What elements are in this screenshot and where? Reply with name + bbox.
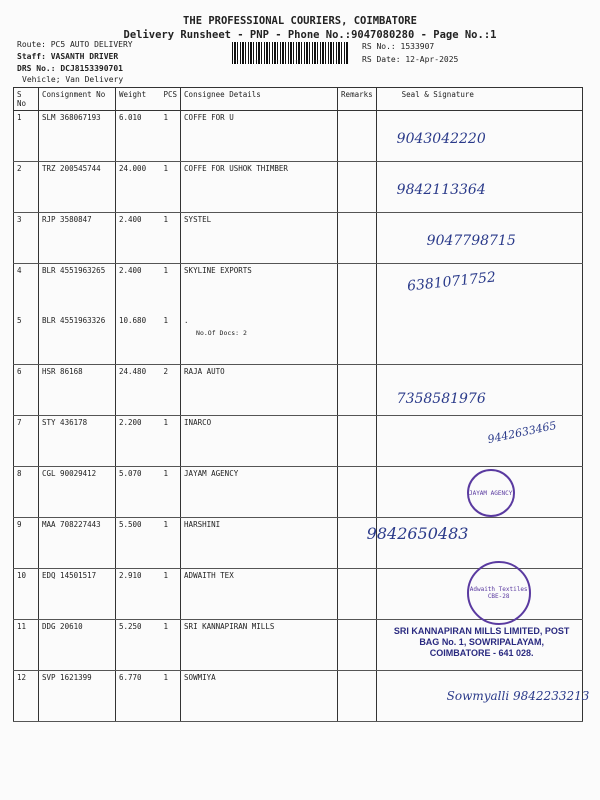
consignment-no-text: HSR 86168 [42, 367, 83, 376]
sno [14, 314, 39, 365]
consignee [181, 416, 338, 467]
consignee [181, 162, 338, 213]
weight [116, 467, 161, 518]
consignment-no-text: EDQ 14501517 [42, 571, 97, 580]
consignee-text: HARSHINI [184, 520, 221, 529]
rs-date: RS Date: 12-Apr-2025 [362, 55, 459, 64]
consignment-no-text: SLM 368067193 [42, 113, 101, 122]
pcs [161, 162, 181, 213]
sno [14, 671, 39, 722]
vehicle: Vehicle; Van Delivery [22, 75, 124, 84]
docs-count: No.Of Docs: 2 [196, 329, 247, 337]
consignee [181, 213, 338, 264]
weight [116, 620, 161, 671]
col-remarks: Remarks [338, 88, 377, 111]
consignment-no [39, 111, 116, 162]
consignee [181, 314, 338, 365]
sno [14, 569, 39, 620]
weight [116, 365, 161, 416]
pcs [161, 467, 181, 518]
seal-signature [376, 213, 582, 264]
weight-text: 24.480 [119, 367, 147, 376]
sno [14, 162, 39, 213]
consignment-no [39, 416, 116, 467]
seal-signature [376, 620, 582, 671]
seal-signature [376, 671, 590, 722]
sno-text: 7 [17, 418, 22, 427]
signature: 6381071752 [406, 269, 497, 295]
weight [116, 264, 161, 315]
sno-text: 1 [17, 113, 22, 122]
seal-signature [376, 314, 582, 365]
seal-signature [376, 162, 582, 213]
seal-signature [376, 467, 582, 518]
weight-text: 2.910 [119, 571, 142, 580]
weight [116, 111, 161, 162]
staff [17, 52, 118, 61]
consignee-text: . [184, 316, 189, 325]
weight [116, 671, 161, 722]
pcs-text: 1 [163, 113, 169, 122]
weight-text: 2.400 [119, 215, 142, 224]
remarks [338, 162, 377, 213]
sno-text: 2 [17, 164, 22, 173]
consignee [181, 467, 338, 518]
consignment-no-text: DDG 20610 [42, 622, 83, 631]
remarks [338, 264, 377, 315]
consignment-no [39, 314, 116, 365]
col-sno: S No [14, 88, 39, 111]
barcode [232, 42, 348, 64]
remarks [338, 365, 377, 416]
runsheet-title: Delivery Runsheet - PNP - Phone No.:9047080280 - Page No.:1 [123, 29, 497, 41]
sno [14, 264, 39, 315]
consignment-no-text: TRZ 200545744 [42, 164, 101, 173]
staff-label: Staff: [17, 52, 46, 61]
sno-text: 3 [17, 215, 22, 224]
pcs [161, 671, 181, 722]
sno-text: 4 [17, 266, 22, 275]
weight [116, 416, 161, 467]
weight [116, 314, 161, 365]
consignee-text: INARCO [184, 418, 212, 427]
weight-text: 2.400 [119, 266, 142, 275]
pcs [161, 620, 181, 671]
staff-name: VASANTH DRIVER [50, 52, 119, 61]
route: Route: PC5 AUTO DELIVERY [17, 40, 133, 49]
pcs [161, 518, 181, 569]
sno [14, 467, 39, 518]
weight [116, 518, 161, 569]
consignee [181, 569, 338, 620]
col-pcs: PCS [161, 88, 181, 111]
sno-text: 9 [17, 520, 22, 529]
weight [116, 162, 161, 213]
table-row [14, 416, 583, 467]
pcs [161, 213, 181, 264]
consignment-no-text: CGL 90029412 [42, 469, 97, 478]
pcs-text: 1 [163, 520, 169, 529]
consignment-no-text: SVP 1621399 [42, 673, 92, 682]
pcs-text: 1 [163, 215, 169, 224]
weight-text: 2.200 [119, 418, 142, 427]
table-header [14, 88, 583, 111]
seal-signature [376, 264, 582, 315]
signature: Sowmyalli 9842233213 [446, 689, 590, 703]
pcs-text: 1 [163, 316, 169, 325]
consignee-text: SKYLINE EXPORTS [184, 266, 252, 275]
weight-text: 5.500 [119, 520, 142, 529]
consignment-no [39, 518, 116, 569]
signature: 9047798715 [426, 233, 516, 249]
signature: 9043042220 [396, 131, 486, 147]
seal-stamp: Adwaith Textiles CBE-28 [467, 561, 531, 625]
pcs-text: 1 [163, 469, 169, 478]
table-row [14, 365, 583, 416]
sno [14, 416, 39, 467]
consignment-no [39, 671, 116, 722]
table-row [14, 467, 583, 518]
remarks [338, 111, 377, 162]
col-consignee: Consignee Details [181, 88, 338, 111]
weight [116, 213, 161, 264]
consignment-no [39, 213, 116, 264]
consignee [181, 264, 338, 315]
weight-text: 6.770 [119, 673, 142, 682]
pcs [161, 111, 181, 162]
sno-text: 11 [17, 622, 27, 631]
table-row [14, 671, 583, 722]
seal-signature [376, 416, 582, 467]
consignment-no-text: STY 436178 [42, 418, 88, 427]
pcs [161, 365, 181, 416]
consignee-text: COFFE FOR U [184, 113, 234, 122]
runsheet-table [13, 87, 590, 722]
weight-text: 24.000 [119, 164, 147, 173]
consignee [181, 111, 338, 162]
consignment-no [39, 264, 116, 315]
remarks [338, 416, 377, 467]
weight-text: 5.250 [119, 622, 142, 631]
consignee-text: SOWMIYA [184, 673, 216, 682]
table-row [14, 213, 583, 264]
table-row [14, 111, 583, 162]
seal-signature [376, 111, 582, 162]
consignment-no [39, 569, 116, 620]
remarks [338, 569, 377, 620]
sno [14, 620, 39, 671]
remarks [338, 620, 377, 671]
consignee-text: RAJA AUTO [184, 367, 225, 376]
pcs [161, 314, 181, 365]
table-row [14, 620, 583, 671]
company-stamp: SRI KANNAPIRAN MILLS LIMITED, POST BAG No. 1, SOWRIPALAYAM, COIMBATORE - 641 028. [393, 626, 570, 658]
col-consignment: Consignment No [39, 88, 116, 111]
consignee-text: JAYAM AGENCY [184, 469, 239, 478]
col-weight: Weight [116, 88, 161, 111]
seal-signature [376, 569, 582, 620]
pcs [161, 569, 181, 620]
signature: 9842113364 [396, 182, 486, 198]
signature: 7358581976 [396, 391, 486, 407]
signature: 9842650483 [366, 524, 469, 543]
table-row [14, 569, 583, 620]
consignment-no [39, 162, 116, 213]
pcs [161, 416, 181, 467]
pcs [161, 264, 181, 315]
col-signature: Seal & Signature [376, 88, 582, 111]
weight-text: 10.680 [119, 316, 147, 325]
remarks [338, 467, 377, 518]
table-row [14, 264, 583, 315]
sno [14, 213, 39, 264]
pcs-text: 2 [163, 367, 169, 376]
consignee-text: COFFE FOR USHOK THIMBER [184, 164, 288, 173]
consignee [181, 620, 338, 671]
consignee-text: SRI KANNAPIRAN MILLS [184, 622, 275, 631]
pcs-text: 1 [163, 622, 169, 631]
consignment-no-text: RJP 3580847 [42, 215, 92, 224]
seal-signature [366, 518, 582, 569]
consignee-text: SYSTEL [184, 215, 212, 224]
seal-stamp: JAYAM AGENCY [467, 469, 515, 517]
consignment-no [39, 365, 116, 416]
sno [14, 111, 39, 162]
weight-text: 5.070 [119, 469, 142, 478]
seal-signature [376, 365, 582, 416]
sno-text: 6 [17, 367, 22, 376]
pcs-text: 1 [163, 418, 169, 427]
table-row [14, 162, 583, 213]
consignment-no [39, 467, 116, 518]
table-row [14, 314, 583, 365]
remarks [338, 213, 377, 264]
weight-text: 6.010 [119, 113, 142, 122]
pcs-text: 1 [163, 673, 169, 682]
pcs-text: 1 [163, 164, 169, 173]
pcs-text: 1 [163, 266, 169, 275]
consignment-no-text: BLR 4551963265 [42, 266, 106, 275]
sno-text: 8 [17, 469, 22, 478]
rs-no: RS No.: 1533907 [362, 42, 435, 51]
consignee [181, 518, 338, 569]
consignee [181, 365, 338, 416]
drs-no: DRS No.: DCJ8153390701 [17, 64, 123, 73]
sno [14, 518, 39, 569]
pcs-text: 1 [163, 571, 169, 580]
consignment-no-text: BLR 4551963326 [42, 316, 106, 325]
company-title: THE PROFESSIONAL COURIERS, COIMBATORE [183, 15, 417, 27]
consignee [181, 671, 338, 722]
sno-text: 10 [17, 571, 27, 580]
sno-text: 12 [17, 673, 27, 682]
signature: 9442633465 [486, 418, 558, 447]
remarks [338, 671, 377, 722]
consignment-no [39, 620, 116, 671]
consignee-text: ADWAITH TEX [184, 571, 234, 580]
sno [14, 365, 39, 416]
remarks [338, 314, 377, 365]
weight [116, 569, 161, 620]
consignment-no-text: MAA 708227443 [42, 520, 101, 529]
sno-text: 5 [17, 316, 22, 325]
